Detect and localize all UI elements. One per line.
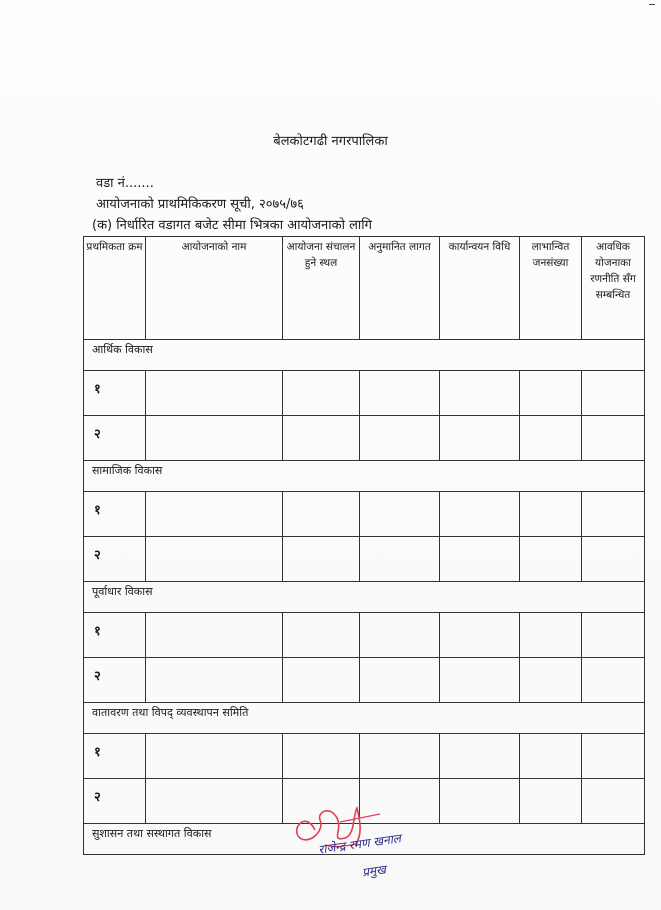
table-row (84, 416, 645, 461)
table-header-row (84, 237, 645, 340)
row-number: २ (84, 537, 146, 582)
signature-title: प्रमुख (361, 862, 387, 880)
cell-method (440, 658, 520, 703)
cell-method (440, 371, 520, 416)
cell-beneficiaries (520, 658, 582, 703)
cell-cost (360, 492, 440, 537)
section-label-social: सामाजिक विकास (84, 461, 645, 492)
signature-scribble (285, 800, 465, 900)
col-header-beneficiaries: लाभान्वित जनसंख्या (520, 237, 582, 340)
table-row (84, 492, 645, 537)
cell-cost (360, 658, 440, 703)
cell-beneficiaries (520, 613, 582, 658)
cell-method (440, 492, 520, 537)
cell-method (440, 537, 520, 582)
cell-location (283, 658, 360, 703)
cell-beneficiaries (520, 734, 582, 779)
row-number: १ (84, 492, 146, 537)
cell-cost (360, 734, 440, 779)
section-label-governance: सुशासन तथा सस्थागत विकास (84, 824, 645, 855)
cell-project-name (146, 734, 283, 779)
corner-mark (649, 4, 655, 11)
table-row (84, 658, 645, 703)
cell-project-name (146, 613, 283, 658)
table-row (84, 371, 645, 416)
cell-project-name (146, 416, 283, 461)
row-number: २ (84, 416, 146, 461)
col-header-estimated-cost: अनुमानित लागत (360, 237, 440, 340)
cell-location (283, 734, 360, 779)
col-header-implementation-method: कार्यान्वयन विधि (440, 237, 520, 340)
cell-beneficiaries (520, 371, 582, 416)
cell-beneficiaries (520, 492, 582, 537)
cell-cost (360, 613, 440, 658)
cell-project-name (146, 371, 283, 416)
section-row (84, 582, 645, 613)
row-number: १ (84, 734, 146, 779)
col-header-strategy-relation: आवधिक योजनाका रणनीति सँग सम्बन्धित (582, 237, 645, 340)
cell-location (283, 613, 360, 658)
cell-strategy (582, 492, 645, 537)
cell-beneficiaries (520, 779, 582, 824)
table-row (84, 734, 645, 779)
cell-cost (360, 371, 440, 416)
cell-cost (360, 416, 440, 461)
cell-location (283, 492, 360, 537)
row-number: २ (84, 779, 146, 824)
cell-project-name (146, 492, 283, 537)
cell-strategy (582, 658, 645, 703)
subtitle: (क) निर्धारित वडागत बजेट सीमा भित्रका आयोजनाको लागि (92, 218, 372, 233)
cell-beneficiaries (520, 416, 582, 461)
row-number: १ (84, 613, 146, 658)
cell-strategy (582, 779, 645, 824)
cell-location (283, 416, 360, 461)
cell-strategy (582, 537, 645, 582)
row-number: १ (84, 371, 146, 416)
section-row (84, 703, 645, 734)
cell-method (440, 416, 520, 461)
cell-project-name (146, 537, 283, 582)
priority-table (83, 236, 645, 855)
section-label-economic: आर्थिक विकास (84, 340, 645, 371)
signature-name: राजेन्द्र रमण खनाल (317, 831, 402, 857)
table-row (84, 537, 645, 582)
section-row (84, 340, 645, 371)
row-number: २ (84, 658, 146, 703)
section-label-environment: वातावरण तथा विपद् व्यवस्थापन समिति (84, 703, 645, 734)
cell-beneficiaries (520, 537, 582, 582)
section-label-infrastructure: पूर्वाधार विकास (84, 582, 645, 613)
cell-project-name (146, 779, 283, 824)
section-row (84, 461, 645, 492)
table-row (84, 613, 645, 658)
page-title: बेलकोटगढी नगरपालिका (273, 134, 388, 149)
col-header-project-name: आयोजनाको नाम (146, 237, 283, 340)
col-header-priority: प्रथमिकता क्रम (84, 237, 146, 340)
cell-strategy (582, 416, 645, 461)
cell-strategy (582, 371, 645, 416)
cell-project-name (146, 658, 283, 703)
ward-line: वडा नं....... (96, 176, 154, 191)
cell-method (440, 734, 520, 779)
cell-method (440, 613, 520, 658)
cell-location (283, 537, 360, 582)
col-header-location: आयोजना संचालन हुने स्थल (283, 237, 360, 340)
cell-strategy (582, 734, 645, 779)
cell-location (283, 371, 360, 416)
cell-strategy (582, 613, 645, 658)
list-title: आयोजनाको प्राथमिकिकरण सूची, २०७५/७६ (96, 197, 304, 212)
cell-cost (360, 537, 440, 582)
